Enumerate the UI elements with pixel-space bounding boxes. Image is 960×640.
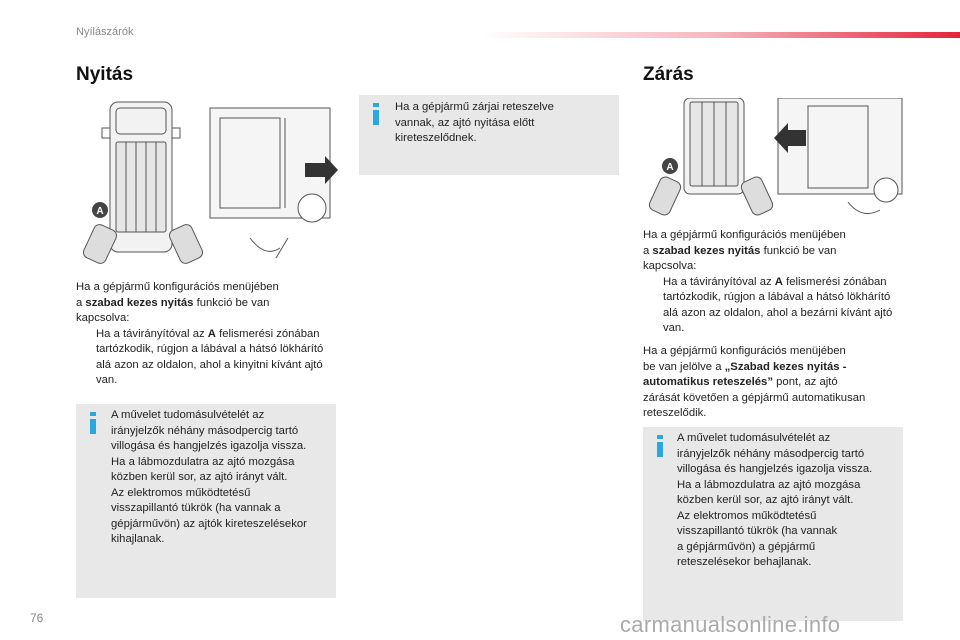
right-para2-line1: Ha a gépjármű konfigurációs menüjében [643,345,846,357]
right-intro-line3: kapcsolva: [643,260,697,272]
header-accent-bar [480,32,960,38]
figure-opening-illustration [80,98,340,268]
bullet-icon [76,327,96,389]
right-info-box [643,427,903,621]
left-bullet: Ha a távirányítóval az A felismerési zónában tartózkodik, rúgjon a lábával a hátsó lökhárító alá azon az oldalon, ahol a kinyitni kívánt ajtó van. [76,327,341,389]
info-icon [655,435,665,457]
middle-info-box [359,95,619,175]
right-bullet: Ha a távirányítóval az A felismerési zónában tartózkodik, rúgjon a lábával a hátsó lökhárító alá azon az oldalon, ahol a bezárni kívánt ajtó van. [643,275,905,337]
right-para2-line3: automatikus reteszelés” pont, az ajtó [643,376,838,388]
right-info-text: A művelet tudomásulvételét az irányjelzők néhány másodpercig tartó villogása és hangjelzés igazolja vissza. Ha a lábmozdulatra az ajtó mozgása közben kerül sor, az ajtó irányt vált. Az elektromos működtetésű visszapillantó tükrök (ha vannak a gépjárművön) a gépjármű reteszelésekor behajlanak. [677,432,873,568]
heading-opening: Nyitás [76,64,134,85]
watermark: carmanualsonline.info [620,612,841,637]
right-para2-line2: be van jelölve a „Szabad kezes nyitás - [643,360,847,373]
right-intro [643,228,905,337]
right-para2 [643,344,905,422]
marker-a-label: A [666,162,674,173]
heading-closing: Zárás [643,64,694,85]
right-intro-line2: a szabad kezes nyitás funkció be van [643,244,837,257]
left-intro [76,280,341,389]
left-intro-line1: Ha a gépjármű konfigurációs menüjében [76,281,279,293]
middle-info-text: Ha a gépjármű zárjai reteszelve vannak, az ajtó nyitása előtt kireteszelődnek. [395,101,554,144]
bullet-icon [643,275,663,337]
right-intro-line1: Ha a gépjármű konfigurációs menüjében [643,229,846,241]
left-info-text: A művelet tudomásulvételét az irányjelzők néhány másodpercig tartó villogása és hangjelzés igazolja vissza. Ha a lábmozdulatra az ajtó mozgása közben kerül sor, az ajtó irányt vált. Az elektromos működtetésű visszapillantó tükrök (ha vannak a gépjárművön) az ajtók kireteszelésekor kihajlanak. [111,409,307,545]
right-para2-line4: zárását követően a gépjármű automatikusan [643,391,866,404]
info-icon [88,412,98,434]
left-info-box [76,404,336,598]
section-title: Nyílászárók [76,26,134,38]
info-icon [371,103,381,125]
figure-closing-illustration [648,98,904,224]
left-intro-line2: a szabad kezes nyitás funkció be van [76,296,270,309]
left-intro-line3: kapcsolva: [76,312,130,324]
page-number: 76 [30,611,44,625]
right-para2-line5: reteszelődik. [643,407,707,419]
marker-a-label: A [96,206,104,217]
